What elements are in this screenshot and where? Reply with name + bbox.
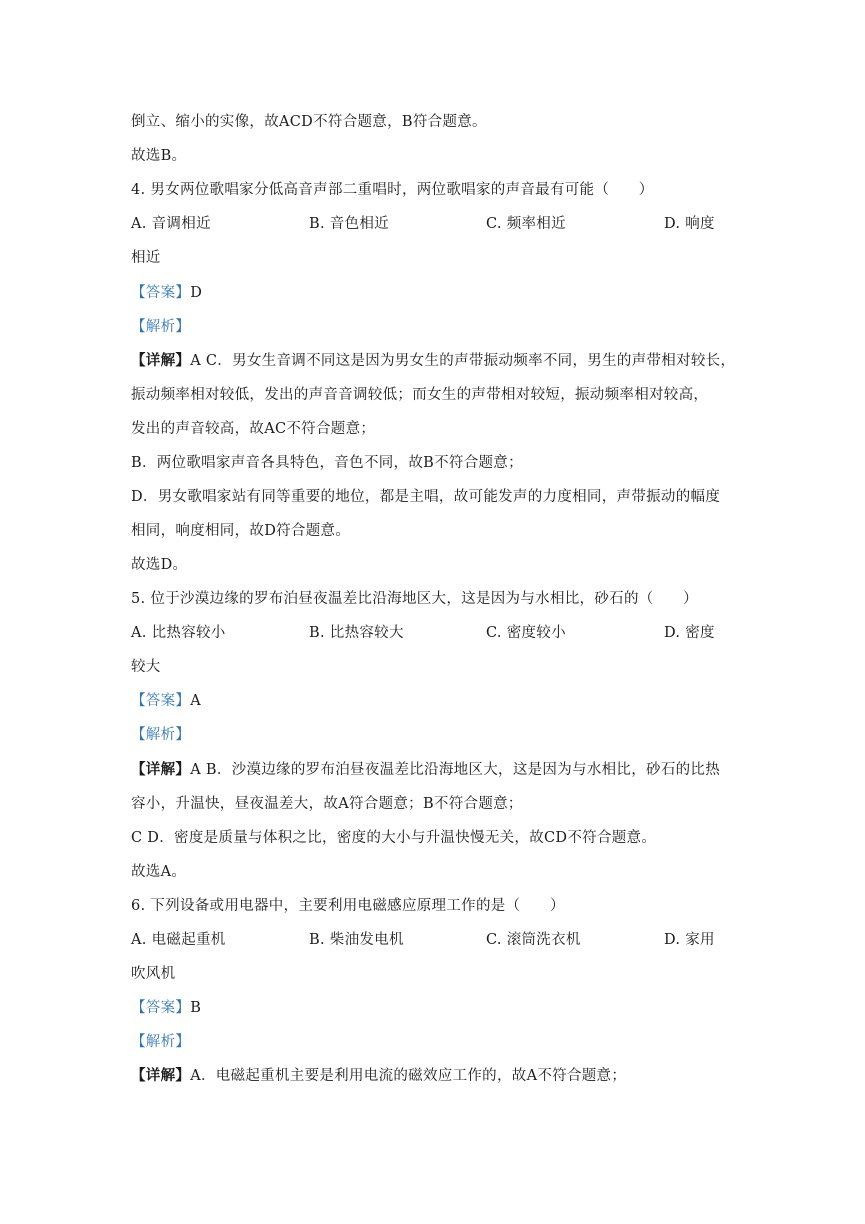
detail-tag: 【详解】 xyxy=(131,1067,191,1084)
detail-tag: 【详解】 xyxy=(131,352,191,369)
text-line: 故选B。 xyxy=(131,148,187,164)
detail-text: A C．男女生音调不同这是因为男女生的声带振动频率不同，男生的声带相对较长， xyxy=(190,353,736,369)
answer-tag: 【答案】 xyxy=(131,1000,191,1016)
q4-detail-5: D．男女歌唱家站有同等重要的地位，都是主唱，故可能发声的力度相同，声带振动的幅度 xyxy=(131,489,721,505)
analysis-tag: 【解析】 xyxy=(131,727,191,743)
q5-option-b: B. 比热容较大 xyxy=(309,625,404,641)
q5-option-d: D. 密度 xyxy=(664,625,715,641)
q5-detail-1 xyxy=(131,760,720,780)
q4-answer xyxy=(131,283,202,303)
question-6: 6. 下列设备或用电器中，主要利用电磁感应原理工作的是（ ） xyxy=(131,898,565,914)
q4-option-c: C. 频率相近 xyxy=(486,216,566,232)
q5-option-c: C. 密度较小 xyxy=(486,625,566,641)
analysis-tag: 【解析】 xyxy=(131,319,191,335)
q5-answer xyxy=(131,691,201,711)
question-4: 4. 男女两位歌唱家分低高音声部二重唱时，两位歌唱家的声音最有可能（ ） xyxy=(131,182,654,198)
answer-value: B xyxy=(190,1000,202,1016)
q6-option-b: B. 柴油发电机 xyxy=(309,932,404,948)
q4-detail-6: 相同，响度相同，故D符合题意。 xyxy=(131,523,351,539)
q4-selection: 故选D。 xyxy=(131,557,188,573)
detail-text: A B．沙漠边缘的罗布泊昼夜温差比沿海地区大，这是因为与水相比，砂石的比热 xyxy=(190,762,721,778)
q5-option-wrap: 较大 xyxy=(131,659,161,675)
q5-detail-3: C D．密度是质量与体积之比，密度的大小与升温快慢无关，故CD不符合题意。 xyxy=(131,830,657,846)
q4-detail-3: 发出的声音较高，故AC不符合题意； xyxy=(131,421,376,437)
q5-detail-2: 容小，升温快，昼夜温差大，故A符合题意；B不符合题意； xyxy=(131,796,523,812)
q4-option-wrap: 相近 xyxy=(131,250,161,266)
q4-detail-2: 振动频率相对较低，发出的声音音调较低；而女生的声带相对较短，振动频率相对较高， xyxy=(131,387,709,403)
q4-option-b: B. 音色相近 xyxy=(309,216,389,232)
q6-detail-1 xyxy=(131,1066,626,1086)
q6-option-wrap: 吹风机 xyxy=(131,966,176,982)
detail-tag: 【详解】 xyxy=(131,761,191,778)
q5-option-a: A. 比热容较小 xyxy=(131,625,226,641)
answer-value: A xyxy=(190,693,201,709)
q6-answer xyxy=(131,998,201,1018)
question-5: 5. 位于沙漠边缘的罗布泊昼夜温差比沿海地区大，这是因为与水相比，砂石的（ ） xyxy=(131,591,698,607)
answer-tag: 【答案】 xyxy=(131,285,191,301)
text-line: 倒立、缩小的实像，故ACD不符合题意，B符合题意。 xyxy=(131,114,487,130)
analysis-tag: 【解析】 xyxy=(131,1034,191,1050)
q5-analysis xyxy=(131,725,190,745)
q6-analysis xyxy=(131,1032,190,1052)
q6-option-d: D. 家用 xyxy=(664,932,715,948)
answer-value: D xyxy=(190,285,203,301)
q4-detail-4: B．两位歌唱家声音各具特色，音色不同，故B不符合题意； xyxy=(131,455,523,471)
detail-text: A．电磁起重机主要是利用电流的磁效应工作的，故A不符合题意； xyxy=(190,1068,627,1084)
q4-option-d: D. 响度 xyxy=(664,216,715,232)
answer-tag: 【答案】 xyxy=(131,693,191,709)
q4-option-a: A. 音调相近 xyxy=(131,216,211,232)
q5-selection: 故选A。 xyxy=(131,864,187,880)
q6-option-c: C. 滚筒洗衣机 xyxy=(486,932,581,948)
q4-detail-1 xyxy=(131,351,735,371)
q6-option-a: A. 电磁起重机 xyxy=(131,932,226,948)
q4-analysis xyxy=(131,317,190,337)
